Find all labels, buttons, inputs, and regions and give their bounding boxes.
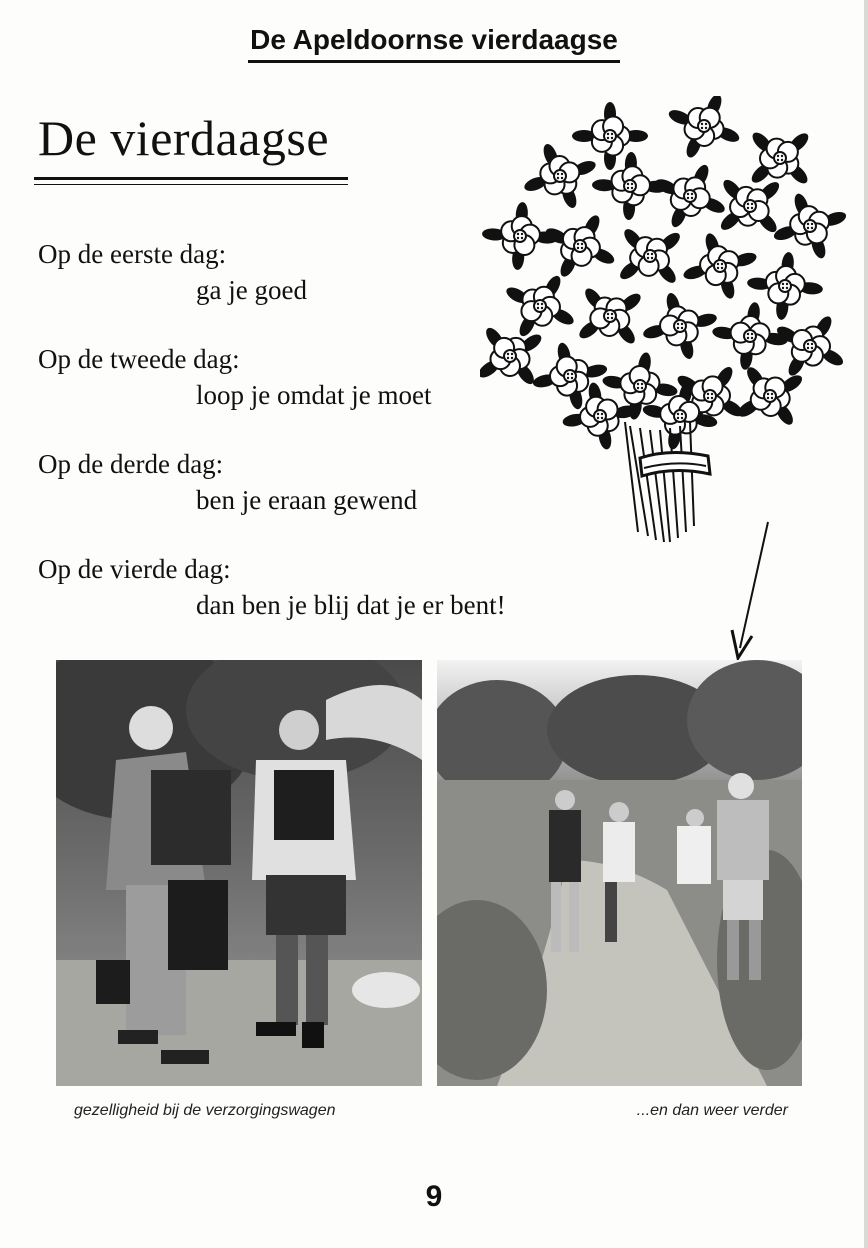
photo-caption: ...en dan weer verder xyxy=(636,1102,788,1119)
photo-walkers xyxy=(437,660,802,1086)
stanza-heading: Op de tweede dag: xyxy=(38,344,240,374)
poem-stanza xyxy=(38,236,498,308)
stanza-line: dan ben je blij dat je er bent! xyxy=(196,590,506,620)
photo-caption: gezelligheid bij de verzorgingswagen xyxy=(74,1102,336,1119)
page-number: 9 xyxy=(425,1180,443,1213)
stanza-line: loop je omdat je moet xyxy=(196,380,432,410)
stanza-line: ga je goed xyxy=(196,275,307,305)
stanza-heading: Op de eerste dag: xyxy=(38,239,227,269)
title-rule-thin xyxy=(34,184,348,185)
flower-bouquet-icon xyxy=(480,96,852,556)
title-rule-thick xyxy=(34,177,348,180)
stanza-line: ben je eraan gewend xyxy=(196,485,418,515)
arrow-icon xyxy=(720,518,780,668)
header-title: De Apeldoornse vierdaagse xyxy=(248,24,620,63)
section-title: De vierdaagse xyxy=(38,110,330,166)
stanza-heading: Op de vierde dag: xyxy=(38,554,231,584)
poem xyxy=(38,236,506,656)
poem-stanza xyxy=(38,551,506,623)
page-header xyxy=(0,24,868,63)
page-edge xyxy=(864,0,868,1248)
poem-stanza xyxy=(38,341,498,413)
stanza-heading: Op de derde dag: xyxy=(38,449,224,479)
poem-stanza xyxy=(38,446,498,518)
photo-musicians xyxy=(56,660,422,1086)
